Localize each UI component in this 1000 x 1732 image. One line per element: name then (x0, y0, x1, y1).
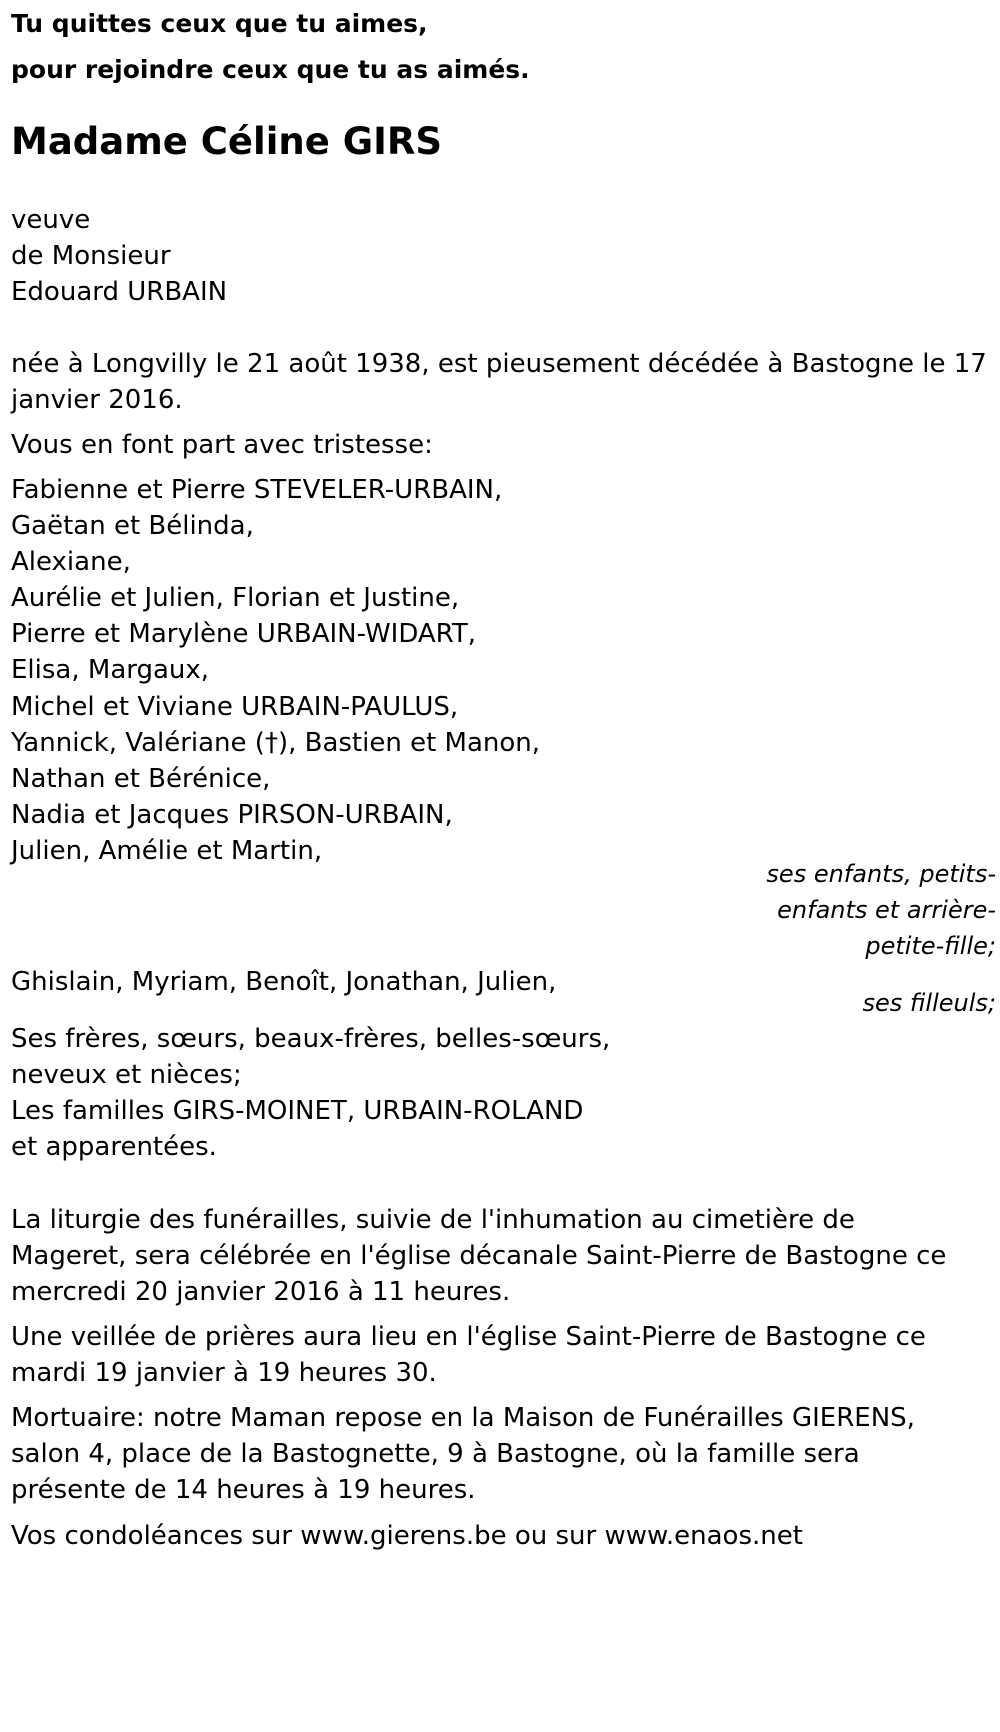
birth-death-line-1: née à Longvilly le 21 août 1938, est pieusement décédée à Bastogne le 17 (11, 349, 987, 379)
liturgy-line-1: La liturgie des funérailles, suivie de l'inhumation au cimetière de (11, 1205, 855, 1235)
godchildren-relation: ses filleuls; (862, 989, 996, 1017)
family-line: Aurélie et Julien, Florian et Justine, (11, 583, 460, 613)
family-line: Yannick, Valériane (†), Bastien et Manon, (11, 728, 541, 758)
family-line: Michel et Viviane URBAIN-PAULUS, (11, 692, 459, 722)
family-line: Pierre et Marylène URBAIN-WIDART, (11, 619, 477, 649)
family-line: Nathan et Bérénice, (11, 764, 271, 794)
relatives-line-4: et apparentées. (11, 1132, 217, 1162)
vigil-line-2: mardi 19 janvier à 19 heures 30. (11, 1358, 437, 1388)
family-relation-line-3: petite-fille; (865, 932, 996, 960)
relatives-line-2: neveux et nièces; (11, 1060, 242, 1090)
motto-line-1: Tu quittes ceux que tu aimes, (11, 9, 428, 38)
condolences: Vos condoléances sur www.gierens.be ou sur www.enaos.net (11, 1521, 803, 1551)
motto-line-2: pour rejoindre ceux que tu as aimés. (11, 55, 530, 84)
spouse-line-1: veuve (11, 205, 91, 235)
family-line: Alexiane, (11, 547, 131, 577)
family-relation-line-1: ses enfants, petits- (766, 860, 996, 888)
liturgy-line-2: Mageret, sera célébrée en l'église décanale Saint-Pierre de Bastogne ce (11, 1241, 947, 1271)
mortuary-line-2: salon 4, place de la Bastognette, 9 à Bastogne, où la famille sera (11, 1439, 860, 1469)
relatives-line-1: Ses frères, sœurs, beaux-frères, belles-sœurs, (11, 1024, 611, 1054)
godchildren: Ghislain, Myriam, Benoît, Jonathan, Julien, (11, 967, 557, 997)
family-line: Julien, Amélie et Martin, (11, 836, 323, 866)
birth-death-line-2: janvier 2016. (11, 385, 183, 415)
family-line: Nadia et Jacques PIRSON-URBAIN, (11, 800, 453, 830)
relatives-line-3: Les familles GIRS-MOINET, URBAIN-ROLAND (11, 1096, 584, 1126)
family-line: Elisa, Margaux, (11, 655, 210, 685)
family-line: Fabienne et Pierre STEVELER-URBAIN, (11, 475, 503, 505)
announcement: Vous en font part avec tristesse: (11, 430, 433, 460)
family-relation-line-2: enfants et arrière- (777, 896, 996, 924)
spouse-line-2: de Monsieur (11, 241, 171, 271)
deceased-name: Madame Céline GIRS (11, 120, 442, 163)
mortuary-line-3: présente de 14 heures à 19 heures. (11, 1475, 476, 1505)
family-line: Gaëtan et Bélinda, (11, 511, 254, 541)
liturgy-line-3: mercredi 20 janvier 2016 à 11 heures. (11, 1277, 511, 1307)
spouse-line-3: Edouard URBAIN (11, 277, 228, 307)
vigil-line-1: Une veillée de prières aura lieu en l'église Saint-Pierre de Bastogne ce (11, 1322, 926, 1352)
mortuary-line-1: Mortuaire: notre Maman repose en la Maison de Funérailles GIERENS, (11, 1403, 915, 1433)
